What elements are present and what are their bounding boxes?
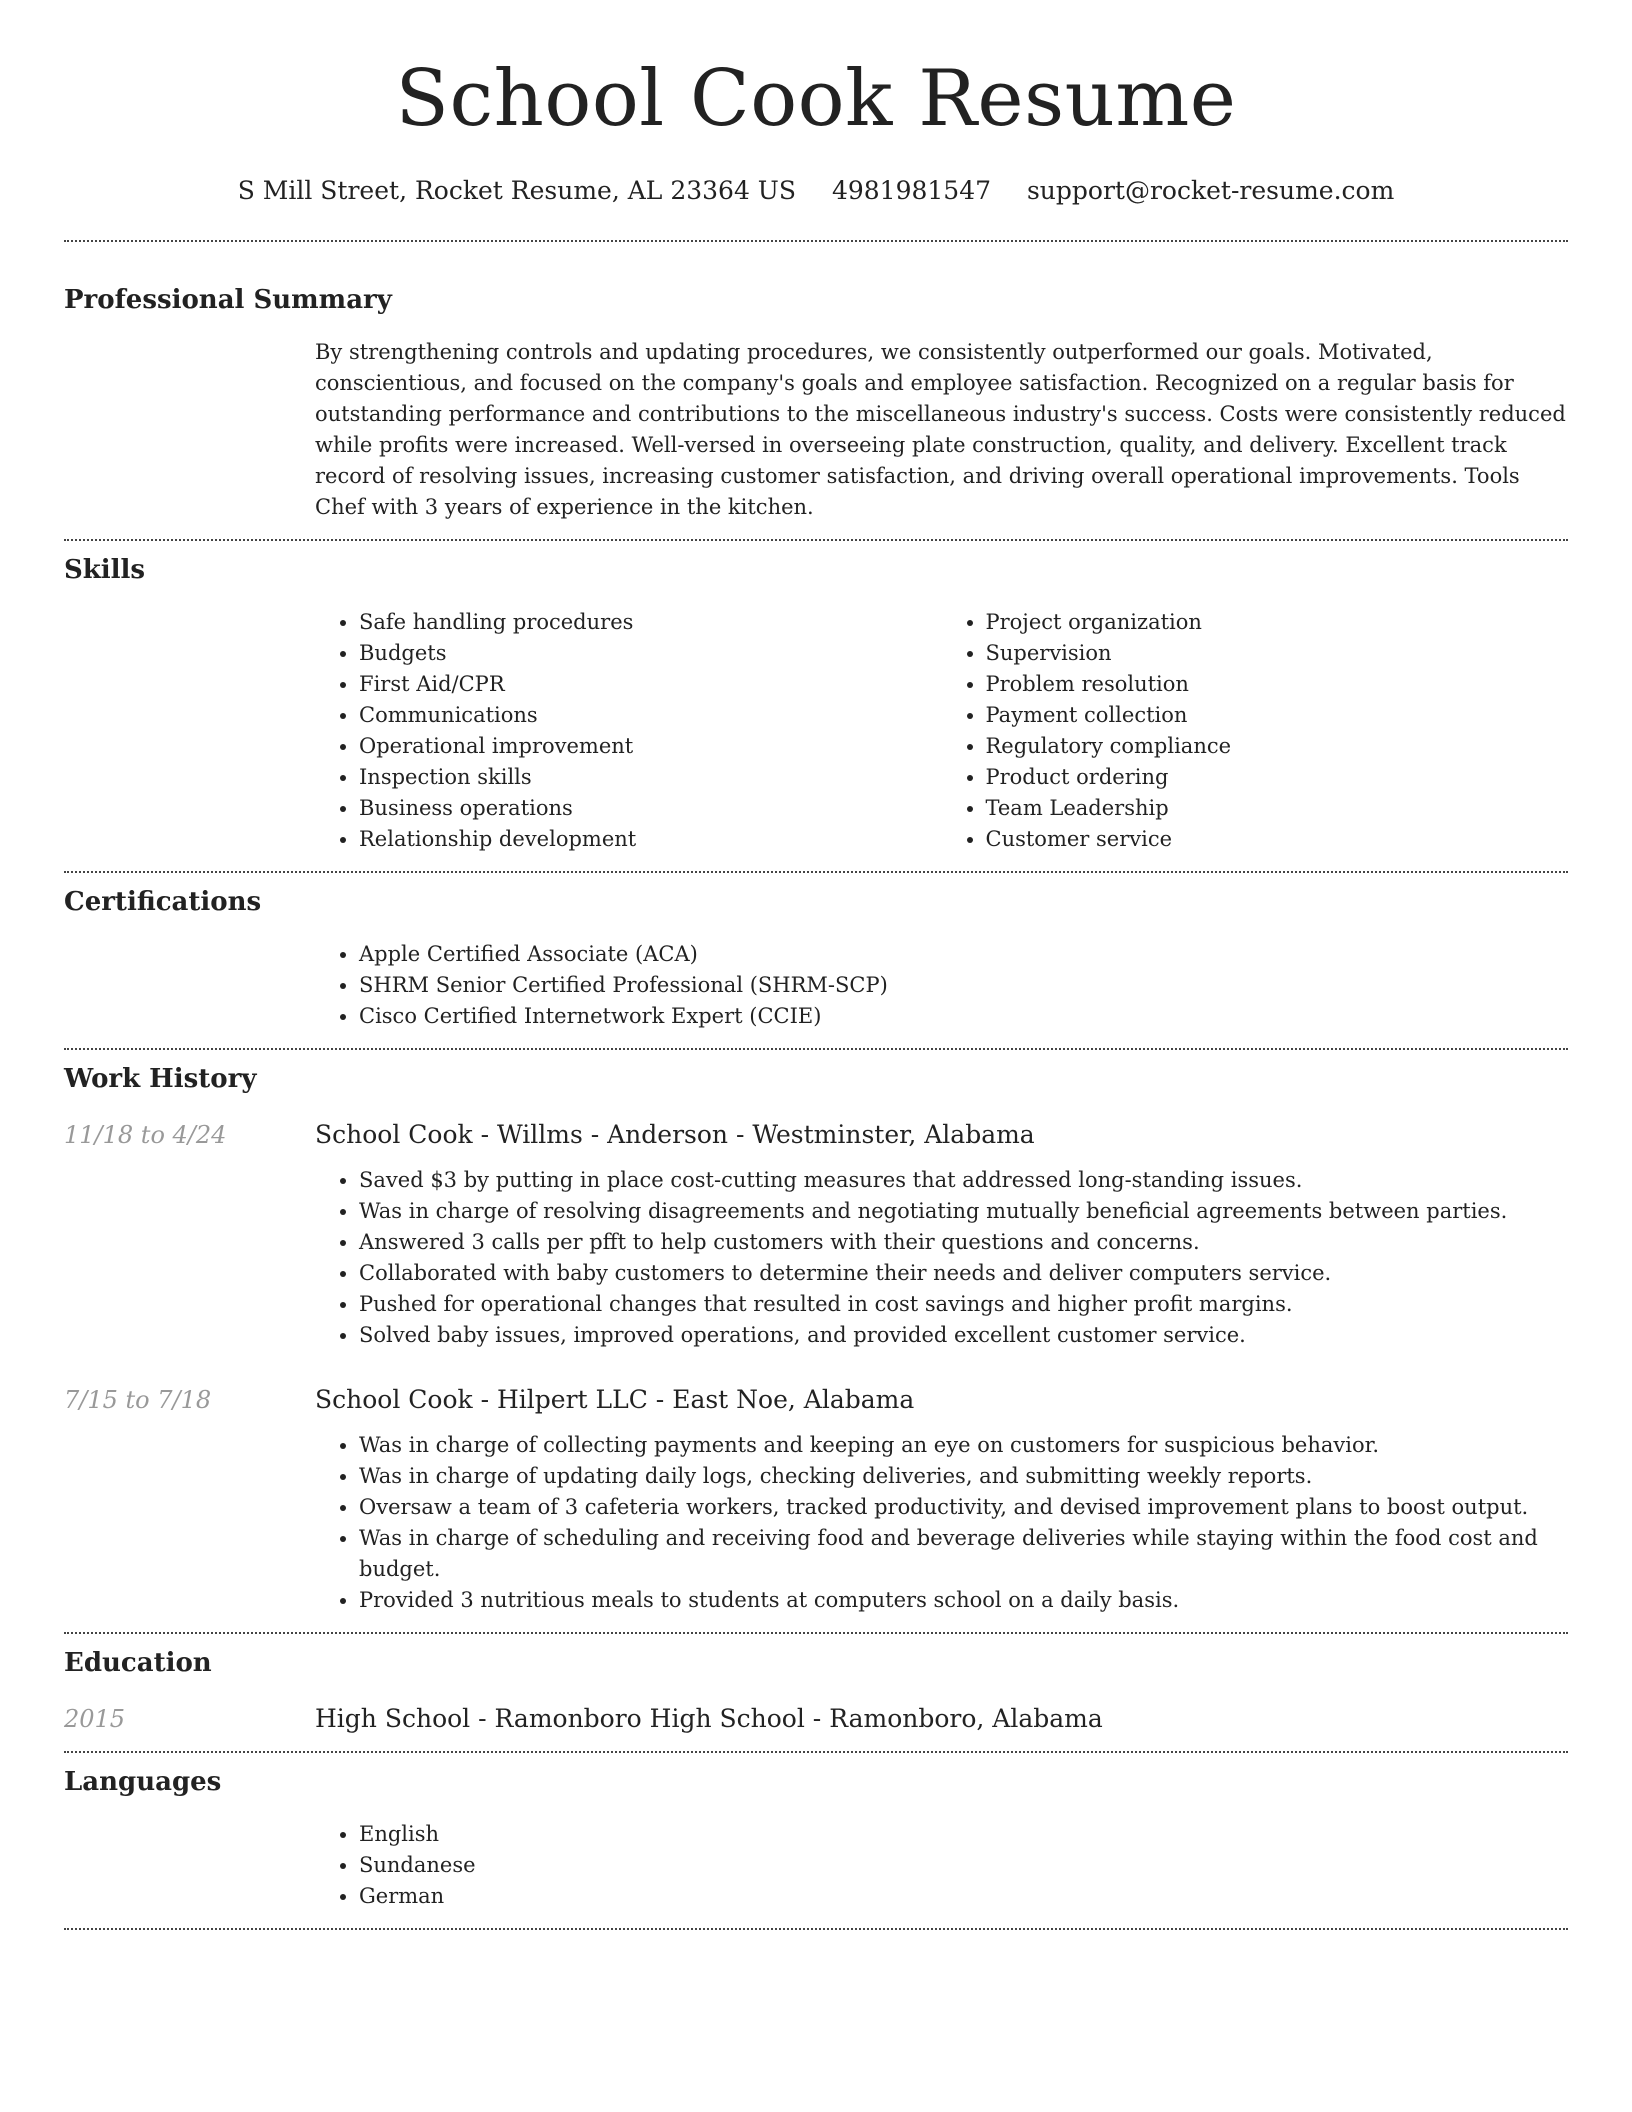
skills-list-right [942, 607, 1569, 855]
job-bullet: • Was in charge of collecting payments and keeping an eye on customers for suspicious behavior. [359, 1430, 1568, 1461]
languages-list [315, 1819, 1568, 1912]
skill-item: • First Aid/CPR [359, 669, 942, 700]
certification-item: • Apple Certified Associate (ACA) [359, 939, 1568, 970]
resume-title: School Cook Resume [395, 54, 1237, 144]
skill-item: • Customer service [986, 824, 1569, 855]
certification-item: • Cisco Certified Internetwork Expert (CCIE) [359, 1001, 1568, 1032]
skill-item: • Business operations [359, 793, 942, 824]
skill-item: • Regulatory compliance [986, 731, 1569, 762]
job-bullet: • Was in charge of resolving disagreements and negotiating mutually beneficial agreements between parties. [359, 1196, 1568, 1227]
languages-section [64, 1753, 1568, 1912]
summary-section [64, 242, 1568, 523]
education-year: 2015 [64, 1705, 126, 1733]
job-entry [64, 1384, 1568, 1616]
skill-item: • Safe handling procedures [359, 607, 942, 638]
job-bullet: • Provided 3 nutritious meals to students at computers school on a daily basis. [359, 1585, 1568, 1616]
languages-title: Languages [64, 1767, 222, 1797]
contact-line [64, 176, 1568, 206]
job-bullet: • Was in charge of scheduling and receiving food and beverage deliveries while staying within the food cost and budget. [359, 1523, 1568, 1585]
skill-item: • Supervision [986, 638, 1569, 669]
skill-item: • Problem resolution [986, 669, 1569, 700]
certifications-list [315, 939, 1568, 1032]
contact-phone: 4981981547 [831, 176, 992, 205]
education-section [64, 1634, 1568, 1735]
job-bullets [315, 1165, 1568, 1351]
skill-item: • Inspection skills [359, 762, 942, 793]
job-heading: School Cook - Willms - Anderson - Westminster, Alabama [315, 1120, 1035, 1149]
job-dates: 11/18 to 4/24 [64, 1121, 227, 1149]
skill-item: • Project organization [986, 607, 1569, 638]
skill-item: • Team Leadership [986, 793, 1569, 824]
work-history-section [64, 1050, 1568, 1616]
job-bullet: • Was in charge of updating daily logs, checking deliveries, and submitting weekly reports. [359, 1461, 1568, 1492]
section-divider [64, 1928, 1568, 1930]
job-bullet: • Pushed for operational changes that resulted in cost savings and higher profit margins. [359, 1289, 1568, 1320]
skill-item: • Relationship development [359, 824, 942, 855]
skills-title: Skills [64, 555, 146, 585]
job-bullets [315, 1430, 1568, 1616]
work-history-title: Work History [64, 1064, 257, 1094]
skills-list-left [315, 607, 942, 855]
job-heading: School Cook - Hilpert LLC - East Noe, Alabama [315, 1385, 915, 1414]
job-bullet: • Answered 3 calls per pfft to help customers with their questions and concerns. [359, 1227, 1568, 1258]
skill-item: • Budgets [359, 638, 942, 669]
job-bullet: • Oversaw a team of 3 cafeteria workers, tracked productivity, and devised improvement plans to boost output. [359, 1492, 1568, 1523]
certification-item: • SHRM Senior Certified Professional (SHRM-SCP) [359, 970, 1568, 1001]
education-entry [64, 1703, 1568, 1735]
certifications-title: Certifications [64, 887, 262, 917]
contact-email: support@rocket-resume.com [1026, 176, 1395, 205]
resume-page [64, 0, 1568, 1930]
education-title: Education [64, 1648, 212, 1678]
skill-item: • Communications [359, 700, 942, 731]
summary-title: Professional Summary [64, 285, 392, 315]
skill-item: • Product ordering [986, 762, 1569, 793]
job-bullet: • Solved baby issues, improved operations, and provided excellent customer service. [359, 1320, 1568, 1351]
job-bullet: • Saved $3 by putting in place cost-cutting measures that addressed long-standing issues. [359, 1165, 1568, 1196]
contact-address: S Mill Street, Rocket Resume, AL 23364 US [237, 176, 796, 205]
job-bullet: • Collaborated with baby customers to determine their needs and deliver computers service. [359, 1258, 1568, 1289]
language-item: • English [359, 1819, 1568, 1850]
education-heading: High School - Ramonboro High School - Ramonboro, Alabama [315, 1704, 1103, 1733]
language-item: • Sundanese [359, 1850, 1568, 1881]
certifications-section [64, 873, 1568, 1032]
skills-section [64, 541, 1568, 855]
skills-grid [315, 607, 1568, 855]
skill-item: • Operational improvement [359, 731, 942, 762]
skill-item: • Payment collection [986, 700, 1569, 731]
language-item: • German [359, 1881, 1568, 1912]
summary-text: By strengthening controls and updating procedures, we consistently outperformed our goals. Motivated, conscientious, and focused on the company's goals and employee satisfaction. Recognized on a regular basis for outstanding performance and contributions to the miscellaneous industry's success. Costs were consistently reduced while profits were increased. Well-versed in overseeing plate construction, quality, and delivery. Excellent track record of resolving issues, increasing customer satisfaction, and driving overall operational improvements. Tools Chef with 3 years of experience in the kitchen. [315, 340, 1566, 519]
job-entry [64, 1119, 1568, 1351]
job-dates: 7/15 to 7/18 [64, 1386, 212, 1414]
